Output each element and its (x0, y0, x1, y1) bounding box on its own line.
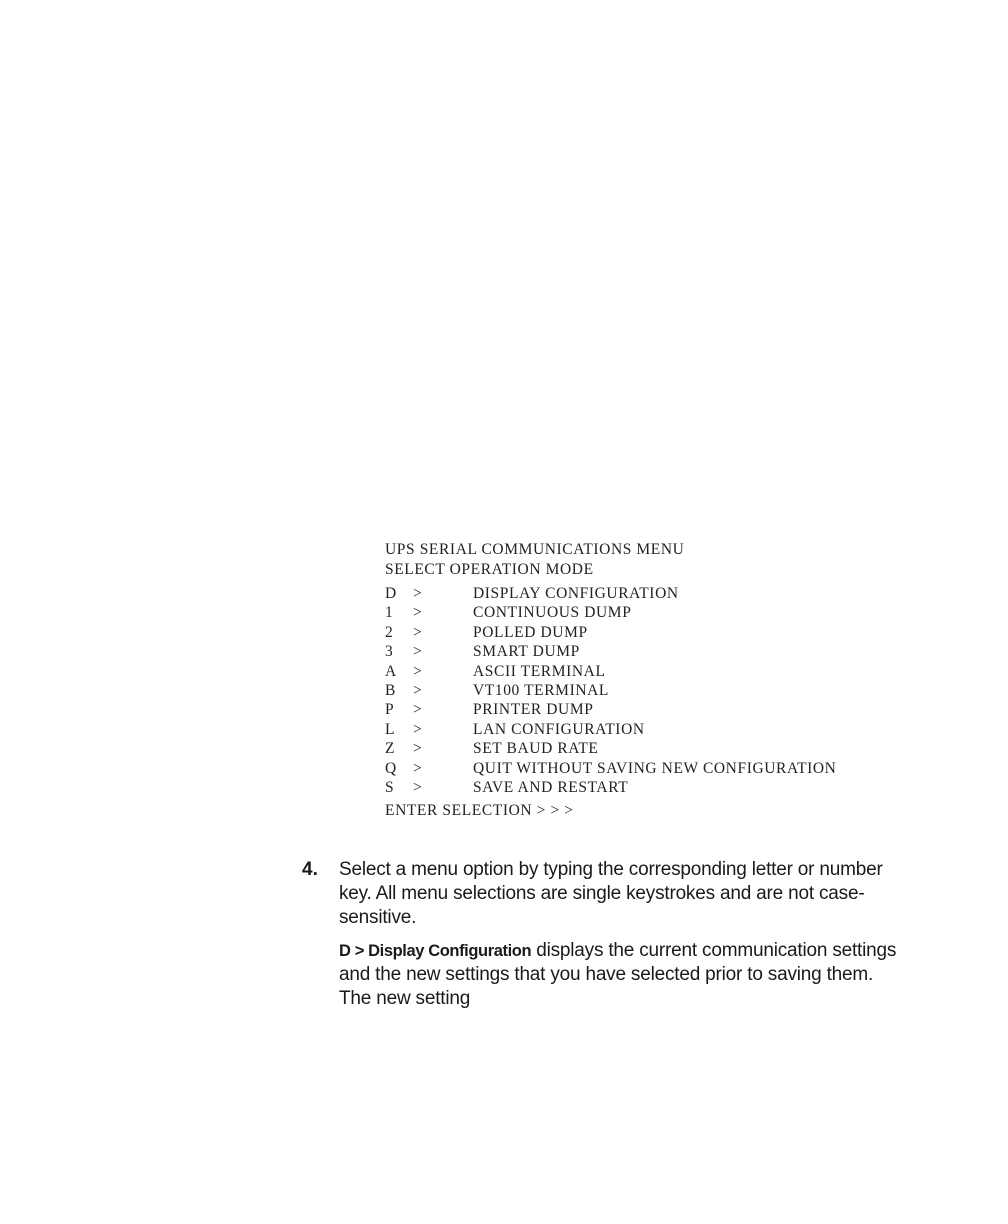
step-paragraph: Select a menu option by typing the corresponding letter or number key. All menu selections are single keystrokes and are not case-sensitive. (339, 859, 883, 928)
menu-option-key: Z (385, 740, 396, 758)
step-paragraph-display-configuration (339, 939, 899, 1011)
menu-option-label: VT100 TERMINAL (473, 681, 609, 699)
menu-option-label: ASCII TERMINAL (473, 662, 606, 680)
menu-option-arrow: > (413, 623, 423, 641)
menu-option-arrow: > (413, 701, 423, 719)
menu-option-key: S (385, 778, 395, 796)
selection-prompt[interactable]: ENTER SELECTION > > > (385, 802, 574, 820)
menu-option-key: D (385, 585, 397, 602)
menu-option-key: 3 (385, 643, 394, 661)
menu-option-set-baud-rate[interactable] (385, 739, 945, 758)
menu-option-label: SAVE AND RESTART (473, 778, 629, 796)
menu-option-vt100-terminal[interactable] (385, 681, 945, 700)
display-configuration-label: D > Display Configuration (339, 942, 532, 960)
menu-option-key: 1 (385, 604, 394, 622)
menu-option-label: DISPLAY CONFIGURATION (473, 585, 679, 602)
menu-option-arrow: > (413, 759, 423, 777)
menu-option-ascii-terminal[interactable] (385, 662, 945, 681)
menu-option-arrow: > (413, 604, 423, 622)
menu-option-key: 2 (385, 623, 394, 641)
menu-option-key: Q (385, 759, 397, 777)
menu-option-label: QUIT WITHOUT SAVING NEW CONFIGURATION (473, 759, 837, 777)
menu-option-polled-dump[interactable] (385, 623, 945, 642)
menu-option-label: CONTINUOUS DUMP (473, 604, 632, 622)
menu-options-list (385, 584, 945, 797)
menu-option-printer-dump[interactable] (385, 700, 945, 719)
menu-option-quit-without-saving[interactable] (385, 759, 945, 778)
menu-option-display-configuration[interactable] (385, 584, 945, 603)
menu-option-arrow: > (413, 778, 423, 796)
menu-option-label: SMART DUMP (473, 643, 580, 661)
menu-subtitle: SELECT OPERATION MODE (385, 561, 594, 578)
menu-option-arrow: > (413, 740, 423, 758)
menu-option-arrow: > (413, 681, 423, 699)
menu-title: UPS SERIAL COMMUNICATIONS MENU (385, 541, 685, 558)
menu-option-continuous-dump[interactable] (385, 603, 945, 622)
menu-option-label: POLLED DUMP (473, 623, 588, 641)
step-body (339, 858, 899, 1020)
terminal-menu-screen (385, 540, 945, 821)
menu-option-label: SET BAUD RATE (473, 740, 599, 758)
menu-option-lan-configuration[interactable] (385, 720, 945, 739)
menu-option-arrow: > (413, 643, 423, 661)
step-number: 4. (302, 859, 318, 880)
menu-option-save-and-restart[interactable] (385, 778, 945, 797)
menu-option-label: LAN CONFIGURATION (473, 720, 645, 738)
menu-option-key: P (385, 701, 395, 719)
menu-option-key: A (385, 662, 397, 680)
menu-option-arrow: > (413, 662, 423, 680)
display-configuration-description: displays the current communication settings and the new settings that you have selected prior to saving them. The new setting (339, 940, 897, 1009)
menu-option-arrow: > (413, 585, 423, 602)
menu-option-key: B (385, 681, 396, 699)
menu-option-smart-dump[interactable] (385, 642, 945, 661)
menu-option-key: L (385, 720, 396, 738)
menu-option-label: PRINTER DUMP (473, 701, 594, 719)
menu-option-arrow: > (413, 720, 423, 738)
